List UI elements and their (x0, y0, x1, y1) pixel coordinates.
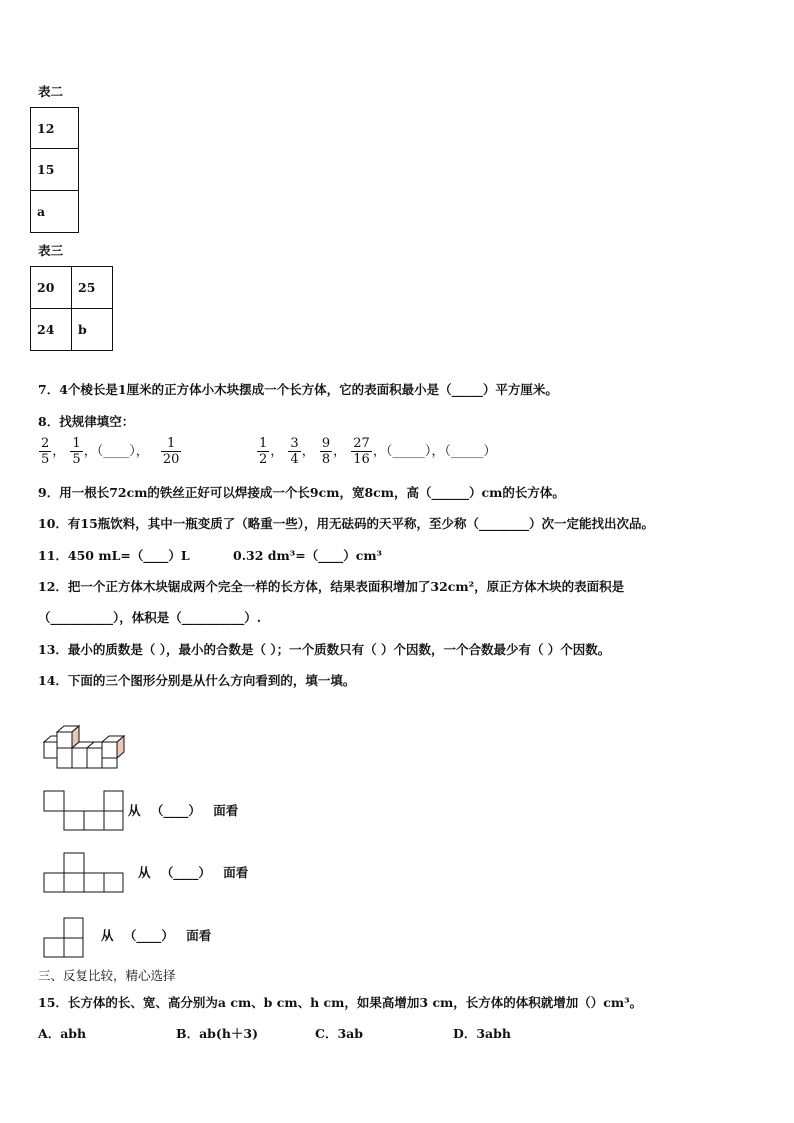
sequence-2-blank-2[interactable]: （_____） (444, 444, 497, 459)
question-12-line-2: （__________），体积是（__________）. (38, 610, 262, 625)
view-1-answer (128, 801, 238, 819)
view-2-figure (44, 853, 124, 893)
table2 (30, 107, 79, 233)
view-3-from: 从 (101, 928, 114, 943)
table-cell: b (72, 309, 113, 351)
table-row (31, 267, 113, 309)
view-3-answer (101, 926, 211, 944)
question-13: 13．最小的质数是（ ），最小的合数是（ ）；一个质数只有（ ）个因数，一个合数最少有（ ）个因数。 (38, 642, 611, 657)
option-b[interactable]: B．ab(h＋3) (176, 1026, 259, 1041)
question-8: 8．找规律填空： (38, 414, 135, 429)
cube-stack-figure (44, 726, 124, 768)
question-11-part-2: 0.32 dm³=（____）cm³ (233, 548, 383, 563)
view-2-from: 从 (138, 865, 151, 880)
fraction: $\frac{9}{8}$ (321, 436, 331, 467)
option-a[interactable]: A．abh (38, 1026, 87, 1041)
view-3-figure (44, 918, 84, 958)
question-7: 7．4个棱长是1厘米的正方体小木块摆成一个长方体，它的表面积最小是（_____）平方厘米。 (38, 382, 558, 397)
table-cell: 15 (31, 149, 79, 191)
sequence-2: $\frac{1}{2}$ ， $\frac{3}{4}$ ， $\frac{9}{8}$ ， $\frac{27}{16}$ ，（_____），（_____） (259, 436, 497, 467)
fraction: $\frac{1}{20}$ (162, 436, 180, 467)
question-10: 10．有15瓶饮料，其中一瓶变质了（略重一些），用无砝码的天平称，至少称（________）次一定能找出次品。 (38, 516, 655, 531)
view-3-blank[interactable]: （____） (123, 928, 174, 943)
table-cell: 20 (31, 267, 72, 309)
table-cell: a (31, 191, 79, 233)
option-d[interactable]: D．3abh (453, 1026, 511, 1041)
fraction: $\frac{1}{2}$ (259, 436, 268, 467)
table-row (31, 149, 79, 191)
table3 (30, 266, 113, 351)
fraction: $\frac{1}{5}$ (72, 436, 81, 467)
question-11-part-1: 11．450 mL=（____）L (38, 548, 190, 563)
table3-title: 表三 (38, 243, 64, 258)
table-cell: 12 (31, 108, 79, 149)
view-1-suffix: 面看 (213, 803, 239, 818)
table-cell: 25 (72, 267, 113, 309)
option-c[interactable]: C．3ab (315, 1026, 363, 1041)
view-2-suffix: 面看 (223, 865, 249, 880)
question-15: 15．长方体的长、宽、高分别为a cm、b cm、h cm，如果高增加3 cm，长方体的体积就增加（）cm³。 (38, 995, 643, 1010)
view-1-blank[interactable]: （____） (150, 803, 201, 818)
sequence-1-blank[interactable]: （____） (96, 444, 136, 459)
sequence-2-blank-1[interactable]: （_____） (385, 444, 432, 459)
view-1-figure (44, 791, 124, 831)
fraction: $\frac{2}{5}$ (41, 436, 50, 467)
fraction: $\frac{3}{4}$ (290, 436, 299, 467)
sequence-1: $\frac{2}{5}$ ， $\frac{1}{5}$ ，（____）， $\frac{1}{20}$ (41, 436, 180, 467)
view-1-from: 从 (128, 803, 141, 818)
question-12-line-1: 12．把一个正方体木块锯成两个完全一样的长方体，结果表面积增加了32cm²，原正方体木块的表面积是 (38, 579, 625, 594)
question-14: 14．下面的三个图形分别是从什么方向看到的，填一填。 (38, 673, 356, 688)
section-3-heading: 三、反复比较，精心选择 (38, 968, 176, 983)
view-3-suffix: 面看 (186, 928, 212, 943)
table-cell: 24 (31, 309, 72, 351)
view-2-blank[interactable]: （____） (160, 865, 211, 880)
question-9: 9．用一根长72cm的铁丝正好可以焊接成一个长9cm，宽8cm，高（______）cm的长方体。 (38, 485, 565, 500)
view-2-answer (138, 863, 248, 881)
table-row (31, 191, 79, 233)
table-row (31, 309, 113, 351)
table-row (31, 108, 79, 149)
fraction: $\frac{27}{16}$ (353, 436, 370, 467)
table2-title: 表二 (38, 84, 64, 99)
